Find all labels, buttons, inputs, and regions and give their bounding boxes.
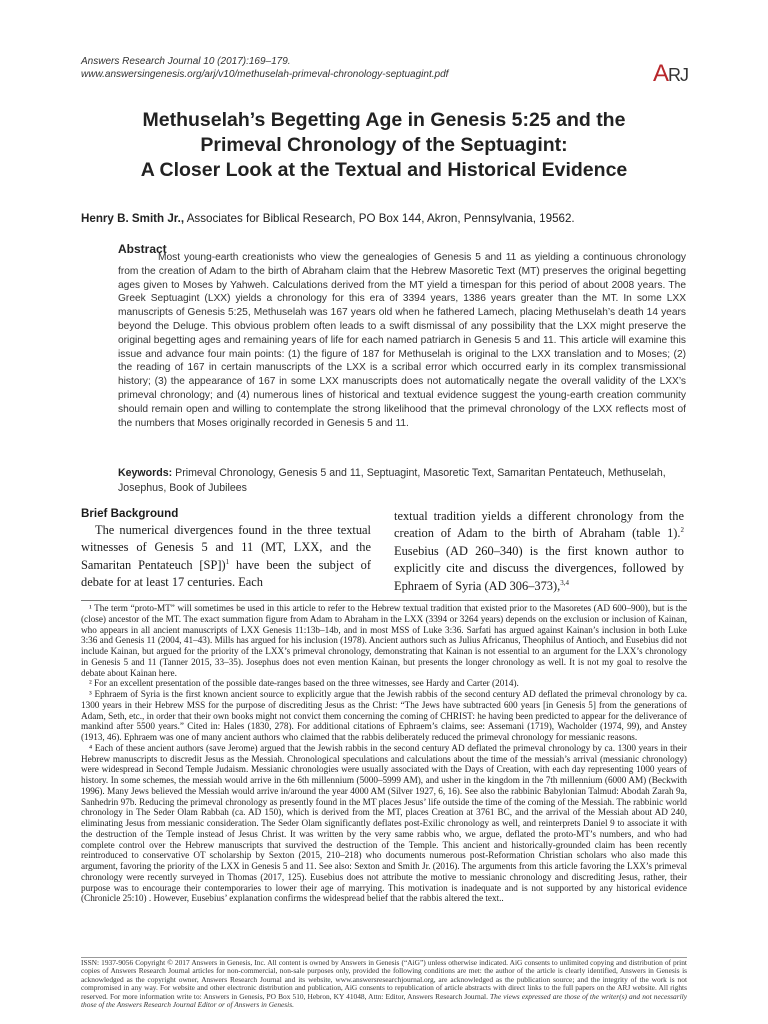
body-text-right-2: Eusebius (AD 260–340) is the first known author to explicitly cite and discuss the divergences, followed by Ephraem of Syria (AD 306–373),: [394, 543, 684, 593]
title-line-2: Primeval Chronology of the Septuagint:: [200, 134, 568, 156]
author-affiliation: Associates for Biblical Research, PO Box 144, Akron, Pennsylvania, 19562.: [186, 212, 575, 225]
author-line: [81, 212, 687, 225]
title-line-3: A Closer Look at the Textual and Historical Evidence: [140, 159, 628, 181]
author-name: Henry B. Smith Jr.,: [81, 212, 185, 225]
footnotes: [81, 600, 687, 904]
footnote-ref-1[interactable]: 1: [225, 557, 230, 566]
footnote-1: ¹ The term “proto-MT” will sometimes be used in this article to refer to the Hebrew textual tradition that existed prior to the Masoretes (AD 600–900), but is the (close) ancestor of the MT. The exact summation figure from Adam to Abraham in the LXX (3394 or 3264 years) depends on the exclusion or inclusion of Kainan, who appears in all ancient manuscripts of LXX Genesis 11:13b–14b, and in most MSS of Luke 3:36. Sarfati has argued against Kainan’s inclusion in both Luke 3:36 and Genesis 11 (2004, 41–43). Mills has argued for his inclusion (1978). Ancient authors such as Julius Africanus, Theophilus of Antioch, and Eusebius did not include Kainan, but argued for the priority of the LXX’s primeval chronology, demonstrating that Kainan is not essential to an argument for the LXX’s chronology in Genesis 5 and 11 (Tanner 2015, 33–35). Josephus does not even mention Kainan, but presents the longer chronology as well. It is not my goal to resolve the debate about Kainan here.: [81, 603, 687, 678]
copyright-footer: [81, 959, 687, 1009]
disclaimer-text: The views expressed are those of the writer(s) and not necessarily those of the Answers Research Journal Editor or of Answers in Genesis.: [81, 991, 688, 1010]
footnote-ref-3-4[interactable]: 3,4: [560, 578, 569, 587]
footnote-rule: [81, 600, 687, 601]
copyright-text: ISSN: 1937-9056 Copyright © 2017 Answers in Genesis, Inc. All content is owned by Answers in Genesis (“AiG”) unless otherwise indicated. AiG consents to unlimited copying and distribution of print copies of Answers Research Journal articles for non-commercial, non-sale purposes only, provided the following conditions are met: the author of the article is clearly identified, Answers in Genesis is acknowledged as the copyright owner, Answers Research Journal and its website, www.answersresearchjournal.org, are acknowledged as the publication source; and the integrity of the work is not compromised in any way. For website and other electronic distribution and publication, AiG consents to republication of article abstracts with direct links to the full papers on the ARJ website. All rights reserved. For more information write to: Answers in Genesis, PO Box 510, Hebron, KY 41048, Attn: Editor, Answers Research Journal.: [81, 958, 687, 1001]
footnote-4: ⁴ Each of these ancient authors (save Jerome) argued that the Jewish rabbis in the second century AD deflated the primeval chronology by ca. 1300 years in their Hebrew manuscripts to discredit Jesus as the Messiah. Chronological speculations and calculations about the time of the messiah’s arrival (messianic chronology) were widespread in Second Temple Judaism. Messianic chronologies were usually associated with the Days of Creation, with each day representing 1000 years of history. In some schemes, the messiah would arrive in the 6th millennium (5000–5999 AM), and usher in the kingdom in the 7th millennium (6000 AM) (Beckwith 1996). Many Jews believed the Messiah would arrive in/around the year 4000 AM (Silver 1927, 6, 16). See also the rabbinic Babylonian Talmud: Abodah Zarah 9a, Sanhedrin 97b. Reducing the primeval chronology as presently found in the MT places Jesus’ life outside the time of the coming of the Messiah. The rabbinic world chronology in The Seder Olam Rabbah (ca. AD 150), which is derived from the MT, places Creation at 3761 BC, and the arrival of the Messiah about AD 240, eliminating Jesus from messianic consideration. The Seder Olam significantly deflates post-Exilic chronology as well, and reinterprets Daniel 9 to associate it with the destruction of the Temple instead of Jesus Christ. It was written by the very same rabbis who, we argue, deflated the proto-MT’s numbers, and who had complete control over the Hebrew manuscripts that survived the destruction of the Temple. This ancient and historically-grounded claim has been recently reintroduced to conservative OT scholarship by Sexton (2015, 210–218) who documents numerous post-Reformation Christian scholars who also made this argument, favoring the priority of the LXX in Genesis 5 and 11. See also: Sexton and Smith Jr. (2016). The arguments from this article favoring the LXX’s primeval chronology were recently surveyed in Thomas (2017, 125). Eusebius does not attribute the motive to messianic chronology and discrediting Jesus, rather, their purpose was to encourage their contemporaries to lower their age of marrying. This motivation is inadequate and is not supported by any historical evidence (Chronicle 25:10) . However, Eusebius’ explanation confirms the widespread belief that the rabbis altered the text..: [81, 742, 687, 904]
body-column-left: [81, 506, 371, 592]
logo-letter-a: A: [652, 60, 668, 87]
body-text-left: The numerical divergences found in the three textual witnesses of Genesis 5 and 11 (MT, LXX, and the Samaritan Pentateuch [SP]): [81, 523, 371, 572]
abstract-text: Most young-earth creationists who view the genealogies of Genesis 5 and 11 as yielding a continuous chronology from the creation of Adam to the birth of Abraham claim that the Hebrew Masoretic Text (MT) preserves the original begetting ages given to Moses by Yahweh. Calculations derived from the MT yield a timespan for this period of about 2008 years. The Greek Septuagint (LXX) yields a chronology for this era of 3394 years, 1386 years greater than the MT. In some LXX manuscripts of Genesis 5:25, Methuselah was 167 years old when he fathered Lamech, placing Methuselah’s death 14 years beyond the Deluge. This obvious problem often leads to a swift dismissal of any possibility that the LXX might preserve the original begetting ages and remaining years of life for each named patriarch in Genesis 5 and 11. This article will examine this issue and advance four main points: (1) the figure of 187 for Methuselah is original to the LXX translation and to Moses; (2) the reading of 167 in certain manuscripts of the LXX is a scribal error which occurred early in its complex transmissional history; (3) the appearance of 167 in some LXX manuscripts does not automatically negate the overall validity of the LXX’s primeval chronology; and (4) numerous lines of historical and textual evidence suggest the young-earth creation community should remain open and willing to contemplate the strong likelihood that the primeval chronology of the LXX reflects most of the numbers that Moses originally recorded in Genesis 5 and 11.: [118, 252, 686, 429]
footnote-ref-2[interactable]: 2: [680, 526, 684, 535]
arj-logo: [653, 60, 688, 88]
journal-citation: Answers Research Journal 10 (2017):169–179.: [81, 56, 291, 67]
journal-header: [81, 55, 681, 81]
body-text-right: textual tradition yields a different chronology from the creation of Adam to the birth of Abraham (table 1).: [394, 509, 684, 541]
keywords-label: Keywords:: [118, 467, 173, 479]
body-column-right: [394, 508, 684, 595]
keywords: [118, 466, 686, 495]
article-title: [81, 108, 687, 183]
footnote-2: ² For an excellent presentation of the possible date-ranges based on the three witnesses, see Hardy and Carter (2014).: [89, 678, 519, 689]
footnote-3: ³ Ephraem of Syria is the first known ancient source to explicitly argue that the Jewish rabbis of the second century AD deflated the primeval chronology by ca. 1300 years in their Hebrew MSS for the purpose of discrediting Jesus as the Christ: “The Jews have subtracted 600 years [in Genesis 5] from the generations of Adam, Seth, etc., in order that their own books might not convict them concerning the coming of CHRIST: he having been predicted to appear for the deliverance of mankind after 5500 years.” Cited in: Hales (1830, 278). For additional citations of Ephraem’s claims, see: Assemani (1719), Wacholder (1974, 99), and Anstey (1913, 46). Ephraem was one of many ancient authors who claimed that the rabbis deliberately reduced the primeval chronology for messianic reasons.: [81, 689, 687, 742]
body-paragraph-left: [81, 522, 371, 592]
title-line-1: Methuselah’s Begetting Age in Genesis 5:25 and the: [142, 109, 626, 131]
article-url[interactable]: www.answersingenesis.org/arj/v10/methuselah-primeval-chronology-septuagint.pdf: [81, 69, 449, 80]
logo-letters-rj: RJ: [668, 65, 688, 85]
body-text-left-end: have been the subject of debate for at least 17 centuries. Each: [81, 557, 372, 590]
keywords-text: Primeval Chronology, Genesis 5 and 11, Septuagint, Masoretic Text, Samaritan Pentateuch, Methuselah, Josephus, Book of Jubilees: [118, 467, 666, 494]
abstract-heading: Abstract: [118, 242, 167, 256]
body-paragraph-right: [394, 508, 684, 595]
section-heading: Brief Background: [81, 507, 179, 520]
